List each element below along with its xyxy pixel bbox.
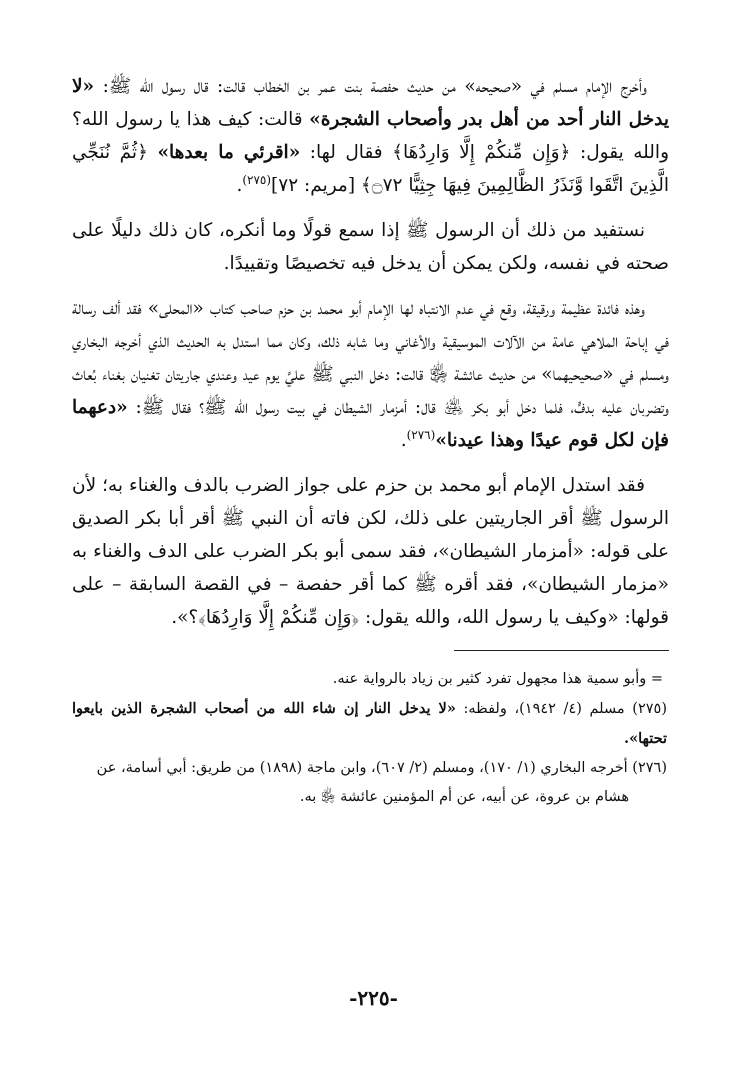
- paragraph-conclusion: فقد استدل الإمام أبو محمد بن حزم على جواز الضرب بالدف والغناء به؛ لأن الرسول ﷺ أقر الجاريتين على ذلك، لكن فاته أن النبي ﷺ أقر أبا بكر الصديق على قوله: «أمزمار الشيطان»، فقد سمى أبو بكر الضرب على الدف والغناء به «مزمار الشيطان»، فقد أقره ﷺ كما أقر حفصة – في القصة السابقة – على قولها: «وكيف يا رسول الله، والله يقول: ﴿وَإِن مِّنكُمْ إِلَّا وَارِدُهَا﴾؟».: [72, 475, 669, 628]
- footnote-quote-bold: «لا يدخل النار إن شاء الله من أصحاب الشجرة الذين بايعوا تحتها».: [72, 700, 667, 747]
- footnote-separator: [454, 650, 669, 651]
- paragraph-benefit: نستفيد من ذلك أن الرسول ﷺ إذا سمع قولًا وما أنكره، كان ذلك دليلًا على صحته في نفسه، ولكن يمكن أن يدخل فيه تخصيصًا وتقييدًا.: [72, 220, 669, 274]
- hadith-quote-bold: «دعهما فإن لكل قوم عيدًا وهذا عيدنا»: [72, 397, 669, 451]
- paragraph-end: .: [236, 175, 243, 196]
- paragraph-text: قالت: كيف هذا يا رسول الله؟ والله يقول: ﴿وَإِن مِّنكُمْ إِلَّا وَارِدُهَا﴾ فقال لها:: [72, 109, 670, 163]
- paragraph-hadith-hafsa: [72, 70, 669, 202]
- hadith-quote-bold: «اقرئي ما بعدها»: [157, 142, 301, 163]
- footnote-276-continuation: هشام بن عروة، عن أبيه، عن أم المؤمنين عائشة ﵂ به.: [299, 789, 629, 805]
- paragraph-text: وأخرج الإمام مسلم في «صحيحه» من حديث حفصة بنت عمر بن الخطاب قالت: قال رسول الله ﷺ:: [94, 76, 647, 97]
- footnote-text: (٢٧٥) مسلم (٤/ ١٩٤٢)، ولفظه:: [455, 701, 668, 717]
- page-number: -٢٢٥-: [349, 986, 398, 1010]
- paragraph-text: وهذه فائدة عظيمة ورقيقة، وقع في عدم الانتباه لها الإمام أبو محمد بن حزم صاحب كتاب «المحلى» فقد ألف رسالة في إباحة الملاهي عامة من الآلات الموسيقية والأغاني وما شابه ذلك، وكان مما استدل به الحديث الذي أخرجه البخاري ومسلم في «صحيحيهما» من حديث عائشة ﵂ قالت: دخل النبي ﷺ عليَّ يوم عيد وعندي جاريتان تغنيان بغناء بُعاث وتضربان عليه بدفٍّ، فلما دخل أبو بكر ﵁ قال: أمزمار الشيطان في بيت رسول الله ﷺ؟ فقال ﷺ:: [72, 298, 669, 418]
- quran-verse: ﴿ثُمَّ نُنَجِّي الَّذِينَ اتَّقَوا وَّنَذَرُ الظَّالِمِينَ فِيهَا جِثِيًّا ۝٧٢﴾ [مريم: ٧٢]: [72, 142, 669, 196]
- footnote-ref-276: (٢٧٦): [406, 427, 436, 442]
- footnote-ref-275: (٢٧٥): [242, 172, 272, 187]
- footnote-continuation: = وأبو سمية هذا مجهول تفرد كثير بن زياد بالرواية عنه.: [332, 671, 663, 687]
- paragraph-end: .: [400, 430, 407, 451]
- hadith-quote-bold: «لا يدخل النار أحد من أهل بدر وأصحاب الشجرة»: [72, 76, 669, 130]
- footnote-276: (٢٧٦) أخرجه البخاري (١/ ١٧٠)، ومسلم (٢/ ٦٠٧)، وابن ماجة (١٨٩٨) من طريق: أبي أسامة، عن: [96, 760, 667, 776]
- paragraph-ibn-hazm: [72, 292, 669, 457]
- footnote-275: [72, 694, 669, 754]
